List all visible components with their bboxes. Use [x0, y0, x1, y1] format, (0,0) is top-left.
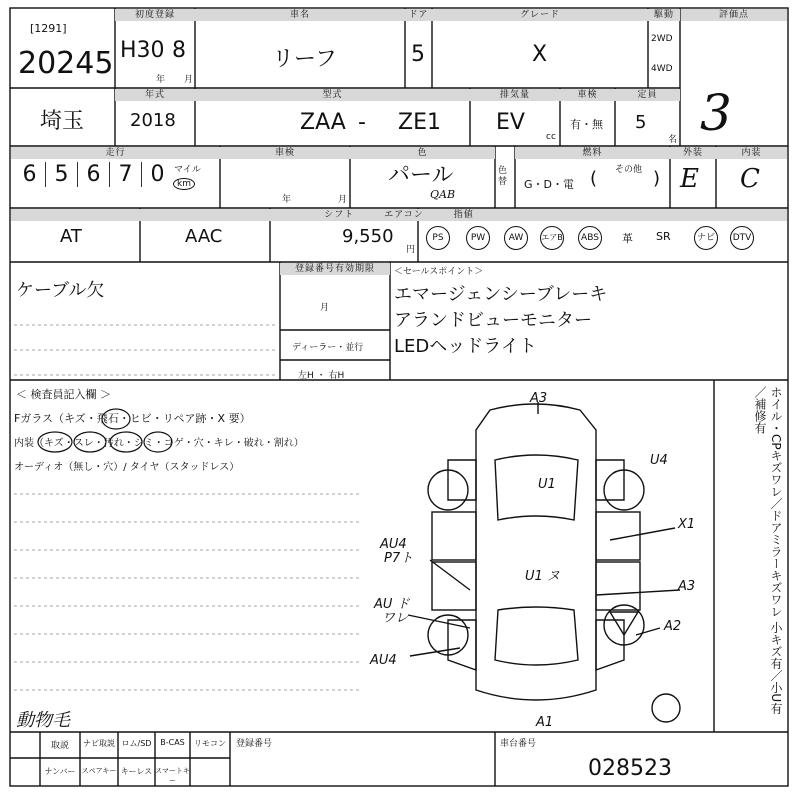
- shaken-header: 車検: [220, 147, 350, 159]
- int-header: 内装: [716, 147, 787, 159]
- mileage-digit: 6: [78, 162, 110, 187]
- month-suffix: 月: [184, 75, 194, 85]
- footer-label: スペアキー: [81, 767, 117, 775]
- note-animal-hair: 動物毛: [16, 710, 70, 731]
- footer-labels-top: [40, 738, 230, 751]
- inspection-circles: [0, 400, 360, 460]
- exterior-score: E: [680, 164, 699, 194]
- footer-label: B-CAS: [160, 738, 185, 747]
- engine-unit: cc: [546, 132, 556, 142]
- model-code: ZE1: [398, 110, 441, 135]
- mileage-digit: 7: [110, 162, 142, 187]
- first-reg-month: 8: [172, 38, 186, 63]
- mileage-unit-mile: マイル: [174, 165, 201, 175]
- front-left-fender: [448, 460, 476, 500]
- footer-label: リモコン: [194, 739, 226, 748]
- equip-ps: PS: [426, 226, 450, 250]
- price-unit: 円: [406, 245, 416, 255]
- capacity-unit: 名: [668, 135, 678, 145]
- dealer-month: 月: [320, 303, 330, 313]
- doors-header: ドア: [405, 9, 432, 21]
- mileage-digit: 6: [14, 162, 46, 187]
- car-name: リーフ: [272, 47, 337, 72]
- model-dash: -: [358, 110, 366, 135]
- equip-navi: ナビ: [694, 226, 718, 250]
- equip-sr: SR: [656, 230, 671, 243]
- steering-option: 左H ・ 右H: [298, 371, 345, 381]
- equip-airbag: エアB: [540, 226, 564, 250]
- car-windshield: [495, 455, 578, 520]
- drive-2wd: 2WD: [651, 34, 673, 44]
- fuel-header: 燃料: [515, 147, 670, 159]
- rear-right-door: [596, 562, 640, 610]
- sales-point-1: エマージェンシーブレーキ: [394, 284, 608, 305]
- sales-point-2: アランドビューモニター: [394, 310, 592, 331]
- mark-u1-center: U1 ヌ: [525, 569, 560, 584]
- capacity-header: 定員: [615, 89, 680, 101]
- shaken-month: 月: [338, 195, 348, 205]
- equipment-header: シフト エアコン 指値: [11, 209, 787, 221]
- chassis-label: 車台番号: [500, 739, 537, 749]
- rear-left-fender: [448, 620, 476, 670]
- year-header: 年式: [115, 89, 195, 101]
- lot-number: 20245: [18, 46, 114, 81]
- footer-labels-bottom: [40, 766, 190, 786]
- footer-label: ロム/SD: [121, 739, 152, 748]
- first-reg-era: H30: [120, 38, 165, 63]
- chassis-number: 028523: [588, 756, 672, 781]
- fuel-options: G・D・電: [524, 178, 574, 191]
- lot-bracket: [1291]: [30, 22, 67, 35]
- equip-aw: AW: [504, 226, 528, 250]
- interior-score: C: [740, 164, 760, 194]
- front-right-fender: [596, 460, 624, 500]
- mileage-digits: [14, 162, 173, 187]
- door-count: 5: [411, 42, 425, 67]
- region: 埼玉: [40, 109, 85, 134]
- color-code: QAB: [430, 188, 456, 201]
- fuel-paren-open: (: [590, 168, 598, 189]
- sales-point-3: LEDヘッドライト: [394, 336, 537, 357]
- inspection-title: ＜ 検査員記入欄 ＞: [16, 388, 111, 401]
- mark-au4-door: AU4: [380, 537, 407, 552]
- model-prefix: ZAA: [300, 110, 346, 135]
- model-header: 型式: [195, 89, 470, 101]
- mark-au4-low: AU4: [370, 653, 397, 668]
- shaken-year: 年: [282, 195, 292, 205]
- mark-x1: X1: [678, 517, 696, 532]
- reg-no-header: 登録番号有効期限: [280, 263, 390, 275]
- equip-dtv: DTV: [730, 226, 754, 250]
- car-damage-diagram: [360, 390, 714, 730]
- mark-u1-front: U1: [538, 477, 556, 492]
- fuel-other: その他: [615, 165, 643, 175]
- color-header: 色: [350, 147, 495, 159]
- front-left-door: [432, 512, 476, 560]
- mark-a1-bottom: A1: [536, 715, 554, 730]
- shift: AT: [60, 226, 82, 247]
- score-value: 3: [700, 84, 732, 142]
- mark-u4: U4: [650, 453, 668, 468]
- car-rear-window: [495, 607, 578, 665]
- inspection-option: 有・無: [570, 118, 603, 131]
- footer-label: ナビ取説: [83, 739, 115, 748]
- mileage-digit: 5: [46, 162, 78, 187]
- mark-a3-right: A3: [678, 579, 696, 594]
- footer-label: キーレス: [120, 767, 153, 776]
- mark-wa: ワレ: [382, 611, 409, 626]
- footer-label: ナンバー: [44, 767, 76, 776]
- mark-aul: AU ド: [374, 597, 410, 612]
- reg-label: 登録番号: [236, 739, 273, 749]
- engine-type: EV: [496, 110, 525, 135]
- mileage-unit-km: km: [173, 178, 195, 190]
- spare-wheel: [652, 694, 680, 722]
- inspection-glass: Fガラス（キズ・飛石・ヒビ・リペア跡・X 要）: [14, 412, 251, 425]
- displacement-header: 排気量: [470, 89, 560, 101]
- inspection-interior: 内装（キズ・スレ・汚れ・シミ・コゲ・穴・キレ・破れ・割れ）: [14, 438, 304, 449]
- fuel-paren-close: ): [653, 168, 661, 189]
- score-header: 評価点: [681, 9, 787, 21]
- equip-abs: ABS: [578, 226, 602, 250]
- footer-label: 取説: [50, 741, 69, 751]
- drive-4wd: 4WD: [651, 64, 673, 74]
- color-name: パール: [388, 163, 454, 188]
- year-suffix: 年: [156, 75, 166, 85]
- mileage-digit: 0: [150, 162, 165, 187]
- sales-header: ＜セールスポイント＞: [394, 267, 484, 277]
- rear-left-door: [432, 562, 476, 610]
- mileage-header: 走行: [11, 147, 220, 159]
- grade-header: グレード: [432, 9, 648, 21]
- mark-a2: A2: [664, 619, 682, 634]
- first-reg-header: 初度登録: [115, 9, 195, 21]
- ext-header: 外装: [670, 147, 716, 159]
- aircon: AAC: [185, 226, 223, 247]
- car-name-header: 車名: [195, 9, 405, 21]
- model-year: 2018: [130, 110, 176, 131]
- side-note: ホイル・CPキズワレ／ドアミラーキズワレ 小キズ有／小U有／補修有: [753, 386, 783, 715]
- grade: X: [532, 42, 548, 67]
- drive-header: 駆動: [648, 9, 680, 21]
- inspection-header: 車検: [560, 89, 615, 101]
- footer-label: スマートキー: [155, 767, 190, 785]
- price: 9,550: [342, 226, 394, 247]
- mark-a3-top: A3: [530, 391, 548, 406]
- note-cable-missing: ケーブル欠: [16, 280, 105, 301]
- equip-pw: PW: [466, 226, 490, 250]
- color-change-label: 色替: [498, 166, 508, 187]
- equip-leather: 革: [622, 232, 633, 245]
- dealer-option: ディーラー・並行: [292, 343, 364, 353]
- mark-pt: P7ト: [384, 551, 414, 566]
- inspection-audio-tire: オーディオ（無し・穴）/ タイヤ（スタッドレス）: [14, 462, 240, 473]
- capacity: 5: [635, 112, 647, 133]
